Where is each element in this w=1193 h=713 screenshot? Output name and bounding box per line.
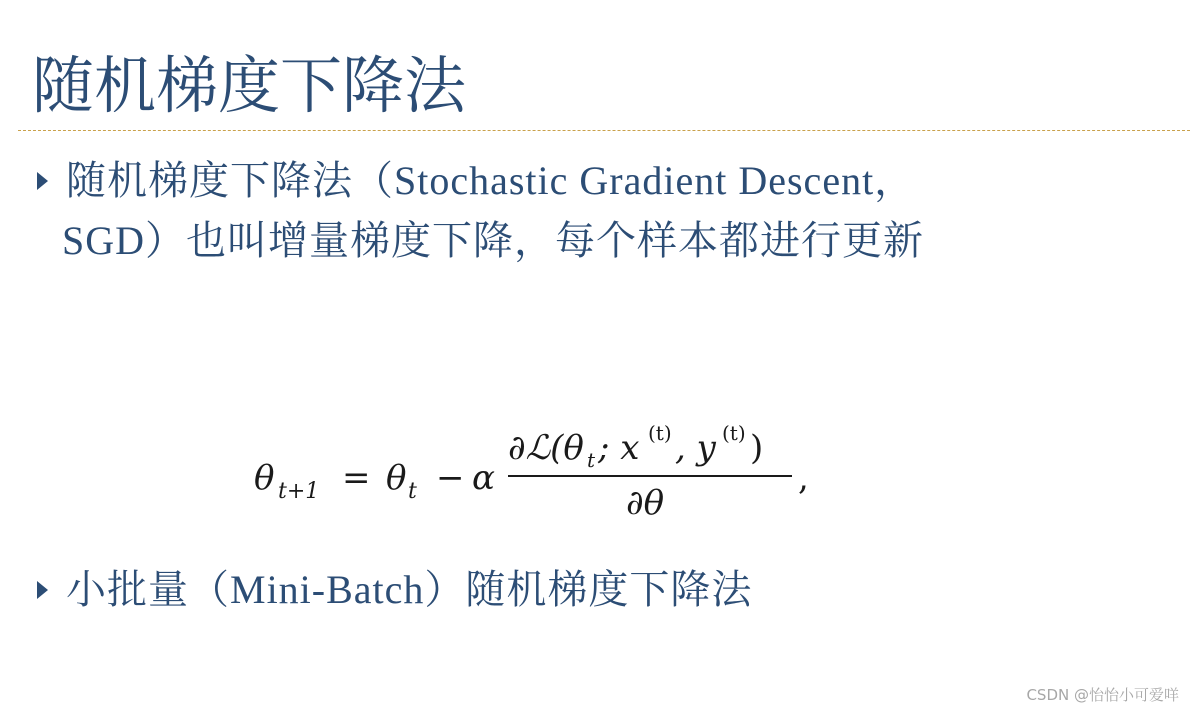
formula-lhs-theta: θ	[254, 458, 275, 498]
formula-svg	[250, 418, 810, 522]
formula-trailing-comma: ,	[798, 458, 809, 498]
watermark: CSDN @怡怡小可爱咩	[1026, 686, 1179, 704]
bullet-1-line-2: SGD）也叫增量梯度下降，每个样本都进行更新	[62, 218, 925, 263]
formula-equals: =	[342, 458, 371, 498]
formula-theta-subscript: t	[408, 479, 417, 504]
formula-numerator-close: )	[750, 428, 764, 468]
slide-title: 随机梯度下降法	[32, 49, 467, 122]
bullet-1-line-1: 随机梯度下降法（Stochastic Gradient Descent，	[66, 158, 916, 203]
formula-theta: θ	[386, 458, 407, 498]
formula-numerator-x: ; x	[598, 428, 640, 468]
title-divider	[18, 130, 1190, 131]
formula-lhs-subscript: t+1	[278, 479, 320, 504]
bullet-2-line-1: 小批量（Mini-Batch）随机梯度下降法	[66, 567, 753, 612]
formula-numerator: ∂ℒ(θ	[508, 428, 584, 468]
formula-denominator: ∂θ	[626, 483, 665, 522]
bullet-triangle-icon	[37, 581, 48, 599]
formula-alpha: α	[472, 458, 495, 498]
formula-numerator-superscript-2: (t)	[722, 421, 746, 445]
formula-numerator-superscript-1: (t)	[648, 421, 672, 445]
formula-numerator-subscript: t	[587, 448, 596, 472]
formula-minus: −	[436, 458, 465, 498]
formula-numerator-y: , y	[675, 428, 716, 468]
bullet-triangle-icon	[37, 172, 48, 190]
sgd-update-formula	[250, 418, 810, 522]
